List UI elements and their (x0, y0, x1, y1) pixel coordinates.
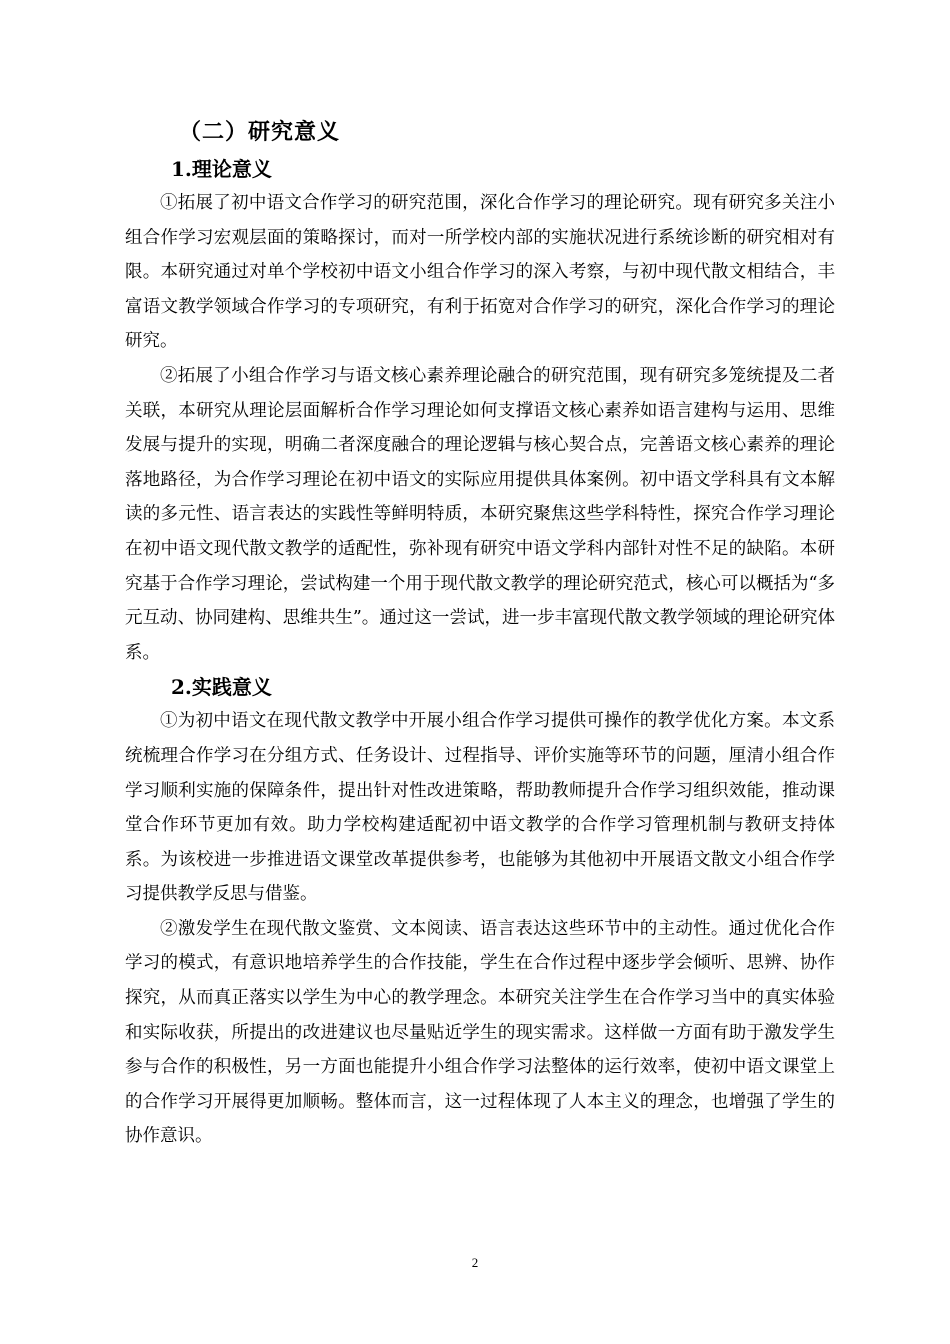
page-number: 2 (471, 1255, 479, 1270)
paragraph: ①拓展了初中语文合作学习的研究范围，深化合作学习的理论研究。现有研究多关注小组合作学习宏观层面的策略探讨，而对一所学校内部的实施状况进行系统诊断的研究相对有限。本研究通过对单个学校初中语文小组合作学习的深入考察，与初中现代散文相结合，丰富语文教学领域合作学习的专项研究，有利于拓宽对合作学习的研究，深化合作学习的理论研究。 (125, 193, 835, 352)
paragraph: ②激发学生在现代散文鉴赏、文本阅读、语言表达这些环节中的主动性。通过优化合作学习的模式，有意识地培养学生的合作技能，学生在合作过程中逐步学会倾听、思辨、协作探究，从而真正落实以学生为中心的教学理念。本研究关注学生在合作学习当中的真实体验和实际收获，所提出的改进建议也尽量贴近学生的现实需求。这样做一方面有助于激发学生参与合作的积极性，另一方面也能提升小组合作学习法整体的运行效率，使初中语文课堂上的合作学习开展得更加顺畅。整体而言，这一过程体现了人本主义的理念，也增强了学生的协作意识。 (125, 918, 835, 1147)
subsection-heading-theory: 1.理论意义 (171, 157, 272, 181)
page-content (125, 112, 835, 1154)
paragraph: ②拓展了小组合作学习与语文核心素养理论融合的研究范围，现有研究多笼统提及二者关联，本研究从理论层面解析合作学习理论如何支撑语文核心素养如语言建构与运用、思维发展与提升的实现，明确二者深度融合的理论逻辑与核心契合点，完善语文核心素养的理论落地路径，为合作学习理论在初中语文的实际应用提供具体案例。初中语文学科具有文本解读的多元性、语言表达的实践性等鲜明特质，本研究聚焦这些学科特性，探究合作学习理论在初中语文现代散文教学的适配性，弥补现有研究中语文学科内部针对性不足的缺陷。本研究基于合作学习理论，尝试构建一个用于现代散文教学的理论研究范式，核心可以概括为“多元互动、协同建构、思维共生”。通过这一尝试，进一步丰富现代散文教学领域的理论研究体系。 (125, 365, 835, 663)
section-heading: （二）研究意义 (179, 119, 341, 145)
paragraph: ①为初中语文在现代散文教学中开展小组合作学习提供可操作的教学优化方案。本文系统梳理合作学习在分组方式、任务设计、过程指导、评价实施等环节的问题，厘清小组合作学习顺利实施的保障条件，提出针对性改进策略，帮助教师提升合作学习组织效能，推动课堂合作环节更加有效。助力学校构建适配初中语文教学的合作学习管理机制与教研支持体系。为该校进一步推进语文课堂改革提供参考，也能够为其他初中开展语文散文小组合作学习提供教学反思与借鉴。 (125, 711, 835, 905)
subsection-heading-practice: 2.实践意义 (171, 675, 272, 700)
